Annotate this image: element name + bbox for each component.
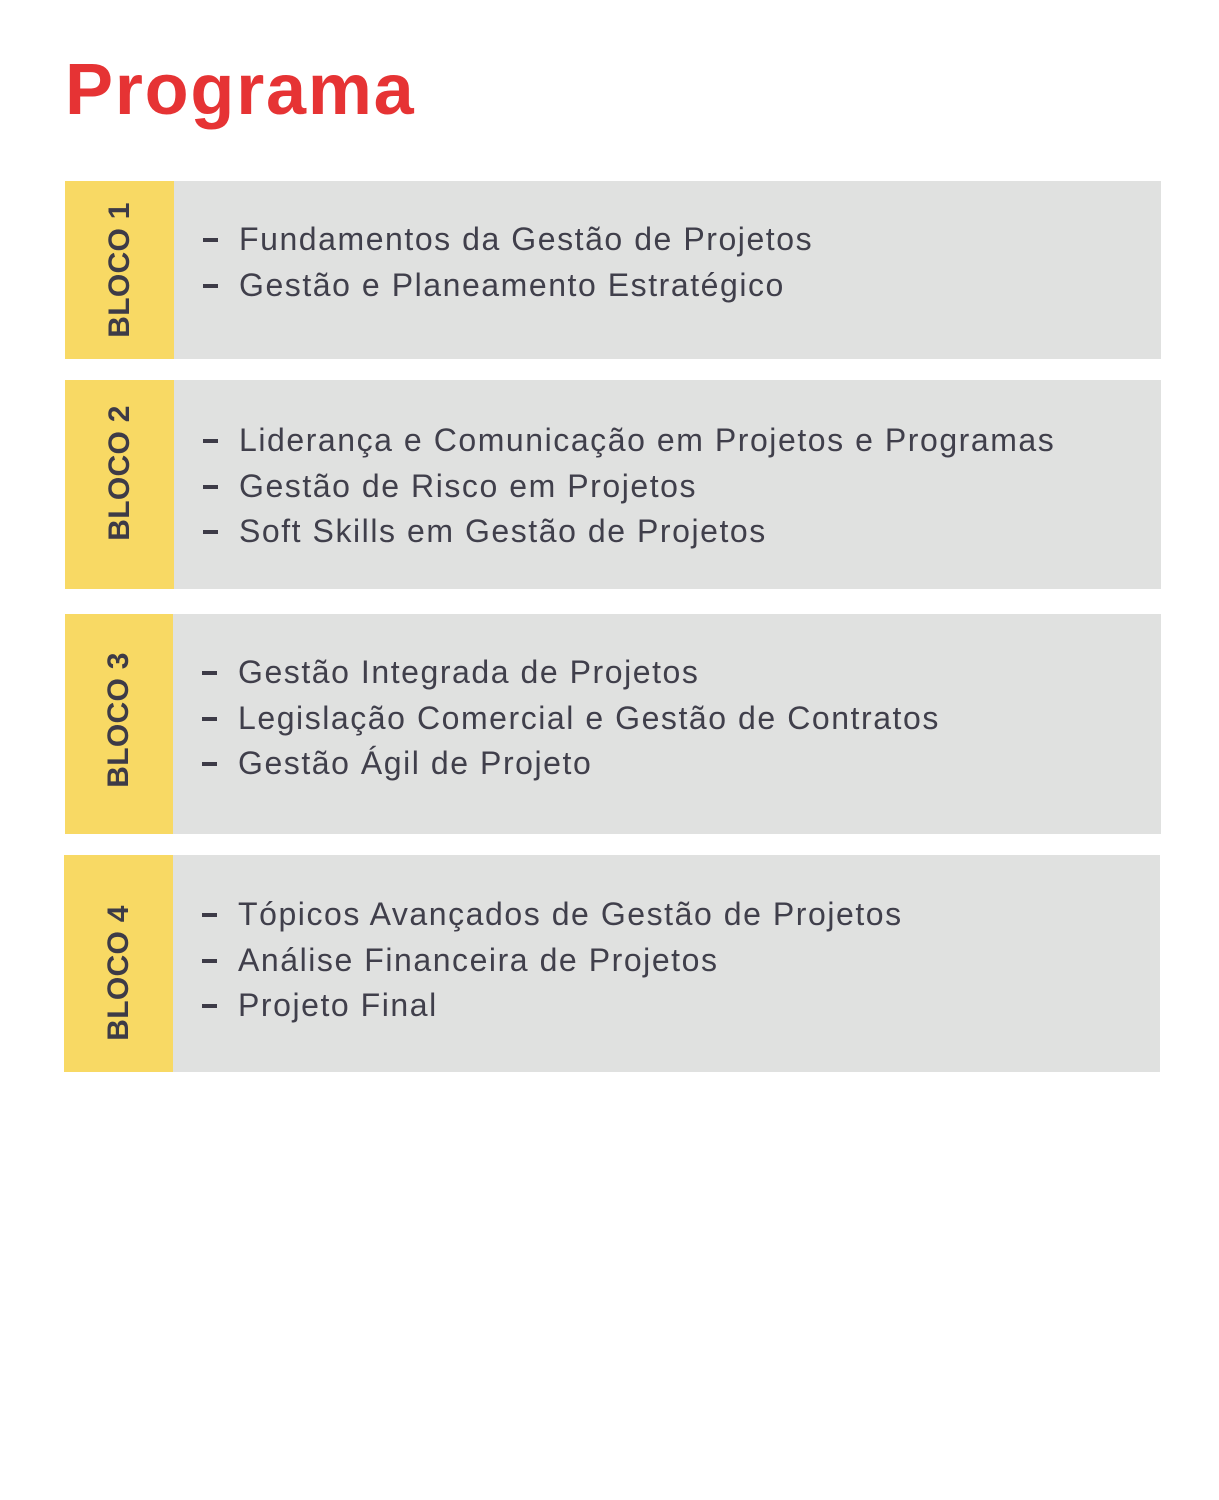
dash-bullet-icon: [202, 959, 217, 963]
program-block-3: [65, 614, 1161, 834]
module-item: [174, 263, 813, 309]
module-title: Projeto Final: [238, 987, 438, 1023]
program-block-1: [65, 181, 1161, 359]
module-title: Gestão Ágil de Projeto: [238, 745, 593, 781]
module-title: Soft Skills em Gestão de Projetos: [239, 513, 767, 549]
module-item: [173, 892, 903, 938]
dash-bullet-icon: [203, 238, 218, 242]
module-title: Gestão de Risco em Projetos: [239, 467, 698, 504]
module-item: [174, 509, 1055, 555]
block-label: BLOCO 3: [102, 652, 135, 788]
dash-bullet-icon: [203, 485, 218, 489]
dash-bullet-icon: [202, 762, 217, 766]
module-title: Legislação Comercial e Gestão de Contratos: [238, 699, 940, 736]
module-item: [173, 696, 940, 742]
block-label-tab: [65, 614, 173, 834]
block-label-tab: [64, 855, 173, 1072]
block-label: BLOCO 4: [101, 904, 135, 1041]
module-item: [174, 464, 1055, 510]
block-label: BLOCO 1: [102, 202, 136, 338]
program-block-4: [64, 855, 1160, 1072]
module-list: [173, 855, 903, 1072]
module-title: Tópicos Avançados de Gestão de Projetos: [238, 896, 903, 932]
module-title: Análise Financeira de Projetos: [238, 941, 719, 978]
dash-bullet-icon: [203, 439, 218, 443]
module-title: Fundamentos da Gestão de Projetos: [239, 221, 814, 257]
module-item: [173, 983, 903, 1029]
dash-bullet-icon: [202, 1004, 217, 1008]
module-item: [173, 938, 903, 984]
module-item: [173, 741, 940, 787]
block-label: BLOCO 2: [102, 404, 136, 541]
module-item: [174, 217, 813, 263]
dash-bullet-icon: [202, 671, 217, 675]
block-label-tab: [65, 380, 174, 589]
module-item: [173, 650, 940, 696]
module-title: Gestão e Planeamento Estratégico: [239, 266, 785, 303]
dash-bullet-icon: [203, 530, 218, 534]
module-item: [174, 418, 1055, 464]
page-title: Programa: [65, 50, 416, 130]
dash-bullet-icon: [202, 717, 217, 721]
block-label-tab: [65, 181, 174, 359]
dash-bullet-icon: [202, 913, 217, 917]
module-list: [174, 380, 1055, 589]
dash-bullet-icon: [203, 284, 218, 288]
module-title: Gestão Integrada de Projetos: [238, 654, 700, 690]
module-list: [173, 614, 940, 834]
program-block-2: [65, 380, 1161, 589]
module-list: [174, 181, 813, 359]
module-title: Liderança e Comunicação em Projetos e Programas: [239, 422, 1056, 458]
